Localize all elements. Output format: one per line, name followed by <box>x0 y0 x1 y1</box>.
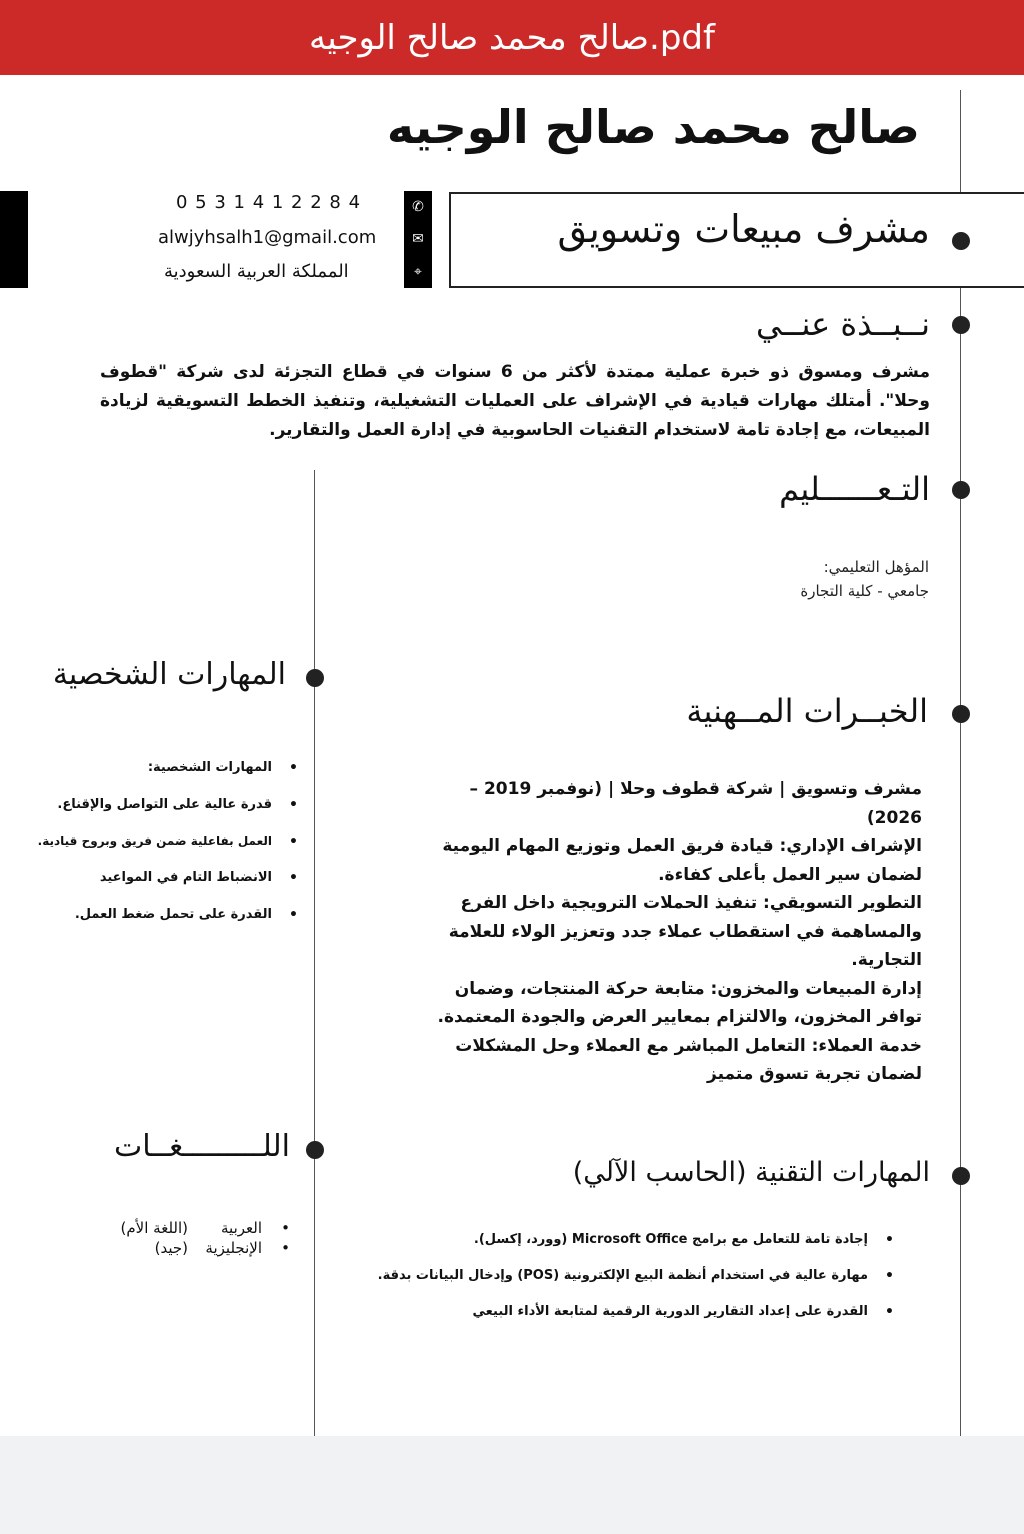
contact-email: alwjyhsalh1@gmail.com <box>158 227 377 248</box>
education-bullet <box>952 481 970 499</box>
languages-bullet <box>306 1141 324 1159</box>
education-value: جامعي - كلية التجارة <box>800 582 929 600</box>
left-timeline <box>314 470 315 1436</box>
personal-skills-bullet <box>306 669 324 687</box>
education-label: المؤهل التعليمي: <box>823 558 929 576</box>
experience-line: التطوير التسويقي: تنفيذ الحملات الترويجية داخل الفرع والمساهمة في استقطاب عملاء جدد وتعزيز الولاء للعلامة التجارية. <box>448 893 922 970</box>
personal-skill-item: • العمل بفاعلية ضمن فريق وبروح قيادية. <box>38 834 298 848</box>
language-name: • العربية <box>221 1219 262 1237</box>
contact-phone: 0 5 3 1 4 1 2 2 8 4 <box>176 192 362 213</box>
contact-icons <box>404 191 432 288</box>
experience-line: الإشراف الإداري: قيادة فريق العمل وتوزيع المهام اليومية لضمان سير العمل بأعلى كفاءة. <box>442 836 922 885</box>
language-level: (جيد) <box>154 1239 188 1257</box>
personal-skill-item: • الانضباط التام في المواعيد <box>38 870 298 885</box>
personal-skill-item: • المهارات الشخصية: <box>38 760 298 775</box>
contact-location: المملكة العربية السعودية <box>164 261 349 282</box>
language-item <box>100 1218 290 1238</box>
education-heading: التـعــــــليم <box>779 470 930 508</box>
file-title-bar <box>0 0 1024 75</box>
about-heading: نــبــذة عنــي <box>756 305 930 343</box>
experience-bullet <box>952 705 970 723</box>
tech-skill-item: • إجادة تامة للتعامل مع برامج Microsoft Office (وورد، إكسل). <box>378 1232 894 1247</box>
right-timeline <box>960 90 961 1436</box>
resume-page <box>0 75 1024 1436</box>
location-icon: ⌖ <box>414 263 422 280</box>
experience-line: إدارة المبيعات والمخزون: متابعة حركة المنتجات، وضمان توافر المخزون، والالتزام بمعايير العرض والجودة المعتمدة. <box>437 978 922 1027</box>
language-name: • الإنجليزية <box>205 1239 262 1257</box>
experience-line: خدمة العملاء: التعامل المباشر مع العملاء وحل المشكلات لضمان تجربة تسوق متميز <box>455 1035 922 1084</box>
left-black-bar <box>0 191 28 288</box>
job-title-bullet <box>952 232 970 250</box>
file-title: صالح محمد صالح الوجيه.pdf <box>309 17 715 58</box>
languages-heading: اللـــــــــغــات <box>114 1129 290 1164</box>
job-title: مشرف مبيعات وتسويق <box>557 207 930 251</box>
about-text: مشرف ومسوق ذو خبرة عملية ممتدة لأكثر من 6 سنوات في قطاع التجزئة لدى شركة "قطوف وحلا". أمتلك مهارات قيادية في الإشراف على العمليات التشغيلية، وتنفيذ الخطط التسويقية لزيادة المبيعات، مع إجادة تامة لاستخدام التقنيات الحاسوبية في إدارة العمل والتقارير. <box>100 362 930 440</box>
personal-skill-item: • قدرة عالية على التواصل والإقناع. <box>38 797 298 812</box>
languages-list <box>100 1218 290 1258</box>
personal-skills-heading: المهارات الشخصية <box>52 657 286 692</box>
about-bullet <box>952 316 970 334</box>
personal-skill-item: • القدرة على تحمل ضغط العمل. <box>38 907 298 922</box>
experience-heading: الخبــرات المــهنية <box>686 692 928 730</box>
phone-icon: ✆ <box>412 199 424 216</box>
mail-icon: ✉ <box>412 231 424 248</box>
tech-skills-heading: المهارات التقنية (الحاسب الآلي) <box>572 1157 930 1188</box>
person-name: صالح محمد صالح الوجيه <box>386 100 920 154</box>
tech-skill-item: • القدرة على إعداد التقارير الدورية الرقمية لمتابعة الأداء البيعي <box>378 1304 894 1319</box>
education-details <box>800 555 929 603</box>
personal-skills-list <box>38 760 298 922</box>
language-item <box>100 1238 290 1258</box>
experience-role: مشرف وتسويق | شركة قطوف وحلا | (نوفمبر 2019 – 2026) <box>469 779 922 828</box>
tech-skills-bullet <box>952 1167 970 1185</box>
tech-skill-item: • مهارة عالية في استخدام أنظمة البيع الإلكترونية (POS) وإدخال البيانات بدقة. <box>378 1268 894 1283</box>
experience-details <box>410 775 922 1089</box>
language-level: (اللغة الأم) <box>120 1219 188 1237</box>
tech-skills-list <box>378 1232 894 1319</box>
